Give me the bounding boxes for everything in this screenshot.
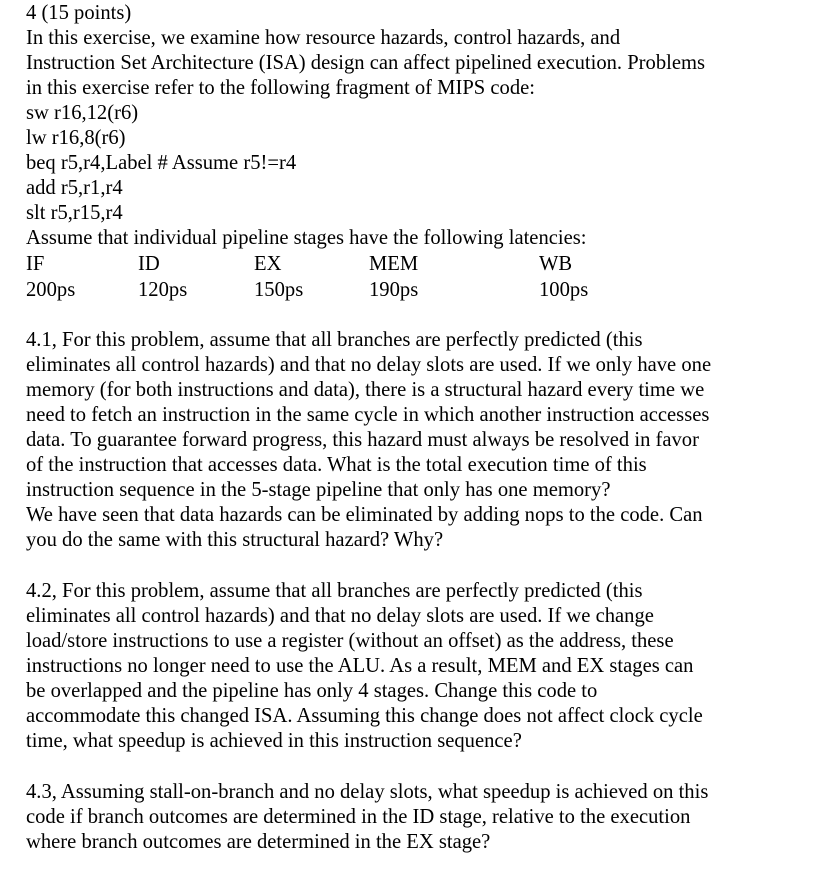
question-line: eliminates all control hazards) and that no delay slots are used. If we change <box>26 605 654 627</box>
question-line: 4.2, For this problem, assume that all branches are perfectly predicted (this <box>26 580 643 602</box>
question-line: need to fetch an instruction in the same cycle in which another instruction accesses <box>26 404 710 426</box>
latency-id: 120ps <box>138 279 188 301</box>
stage-if: IF <box>26 253 45 275</box>
question-line: you do the same with this structural hazard? Why? <box>26 529 444 551</box>
question-line: code if branch outcomes are determined in the ID stage, relative to the execution <box>26 806 691 828</box>
stage-name-row <box>26 252 806 277</box>
question-line: instruction sequence in the 5-stage pipeline that only has one memory? <box>26 479 611 501</box>
question-line: be overlapped and the pipeline has only 4 stages. Change this code to <box>26 680 598 702</box>
intro-line: In this exercise, we examine how resource hazards, control hazards, and <box>26 27 621 49</box>
intro-line: Instruction Set Architecture (ISA) design can affect pipelined execution. Problems <box>26 52 706 74</box>
intro-line: in this exercise refer to the following fragment of MIPS code: <box>26 77 535 99</box>
question-line: of the instruction that accesses data. What is the total execution time of this <box>26 454 647 476</box>
question-4-3 <box>26 780 815 855</box>
latency-ex: 150ps <box>254 279 304 301</box>
question-line: 4.3, Assuming stall-on-branch and no delay slots, what speedup is achieved on this <box>26 781 709 803</box>
question-line: instructions no longer need to use the ALU. As a result, MEM and EX stages can <box>26 655 694 677</box>
question-line: where branch outcomes are determined in the EX stage? <box>26 831 491 853</box>
code-line: beq r5,r4,Label # Assume r5!=r4 <box>26 152 297 174</box>
problem-header-block <box>26 1 815 251</box>
question-line: load/store instructions to use a register (without an offset) as the address, these <box>26 630 674 652</box>
question-line: time, what speedup is achieved in this instruction sequence? <box>26 730 522 752</box>
stage-ex: EX <box>254 253 282 275</box>
problem-heading: 4 (15 points) <box>26 2 132 24</box>
question-line: data. To guarantee forward progress, this hazard must always be resolved in favor <box>26 429 699 451</box>
question-line: memory (for both instructions and data), there is a structural hazard every time we <box>26 379 705 401</box>
question-4-2 <box>26 579 815 754</box>
question-line: eliminates all control hazards) and that no delay slots are used. If we only have one <box>26 354 712 376</box>
question-4-1 <box>26 328 815 553</box>
stage-mem: MEM <box>369 253 419 275</box>
code-line: sw r16,12(r6) <box>26 102 139 124</box>
latency-row <box>26 278 806 303</box>
latency-intro: Assume that individual pipeline stages have the following latencies: <box>26 227 587 249</box>
stage-wb: WB <box>539 253 573 275</box>
code-line: add r5,r1,r4 <box>26 177 123 199</box>
stage-id: ID <box>138 253 160 275</box>
question-line: accommodate this changed ISA. Assuming this change does not affect clock cycle <box>26 705 703 727</box>
code-line: lw r16,8(r6) <box>26 127 126 149</box>
code-line: slt r5,r15,r4 <box>26 202 123 224</box>
question-line: 4.1, For this problem, assume that all branches are perfectly predicted (this <box>26 329 643 351</box>
latency-if: 200ps <box>26 279 76 301</box>
latency-mem: 190ps <box>369 279 419 301</box>
latency-wb: 100ps <box>539 279 589 301</box>
question-line: We have seen that data hazards can be eliminated by adding nops to the code. Can <box>26 504 703 526</box>
